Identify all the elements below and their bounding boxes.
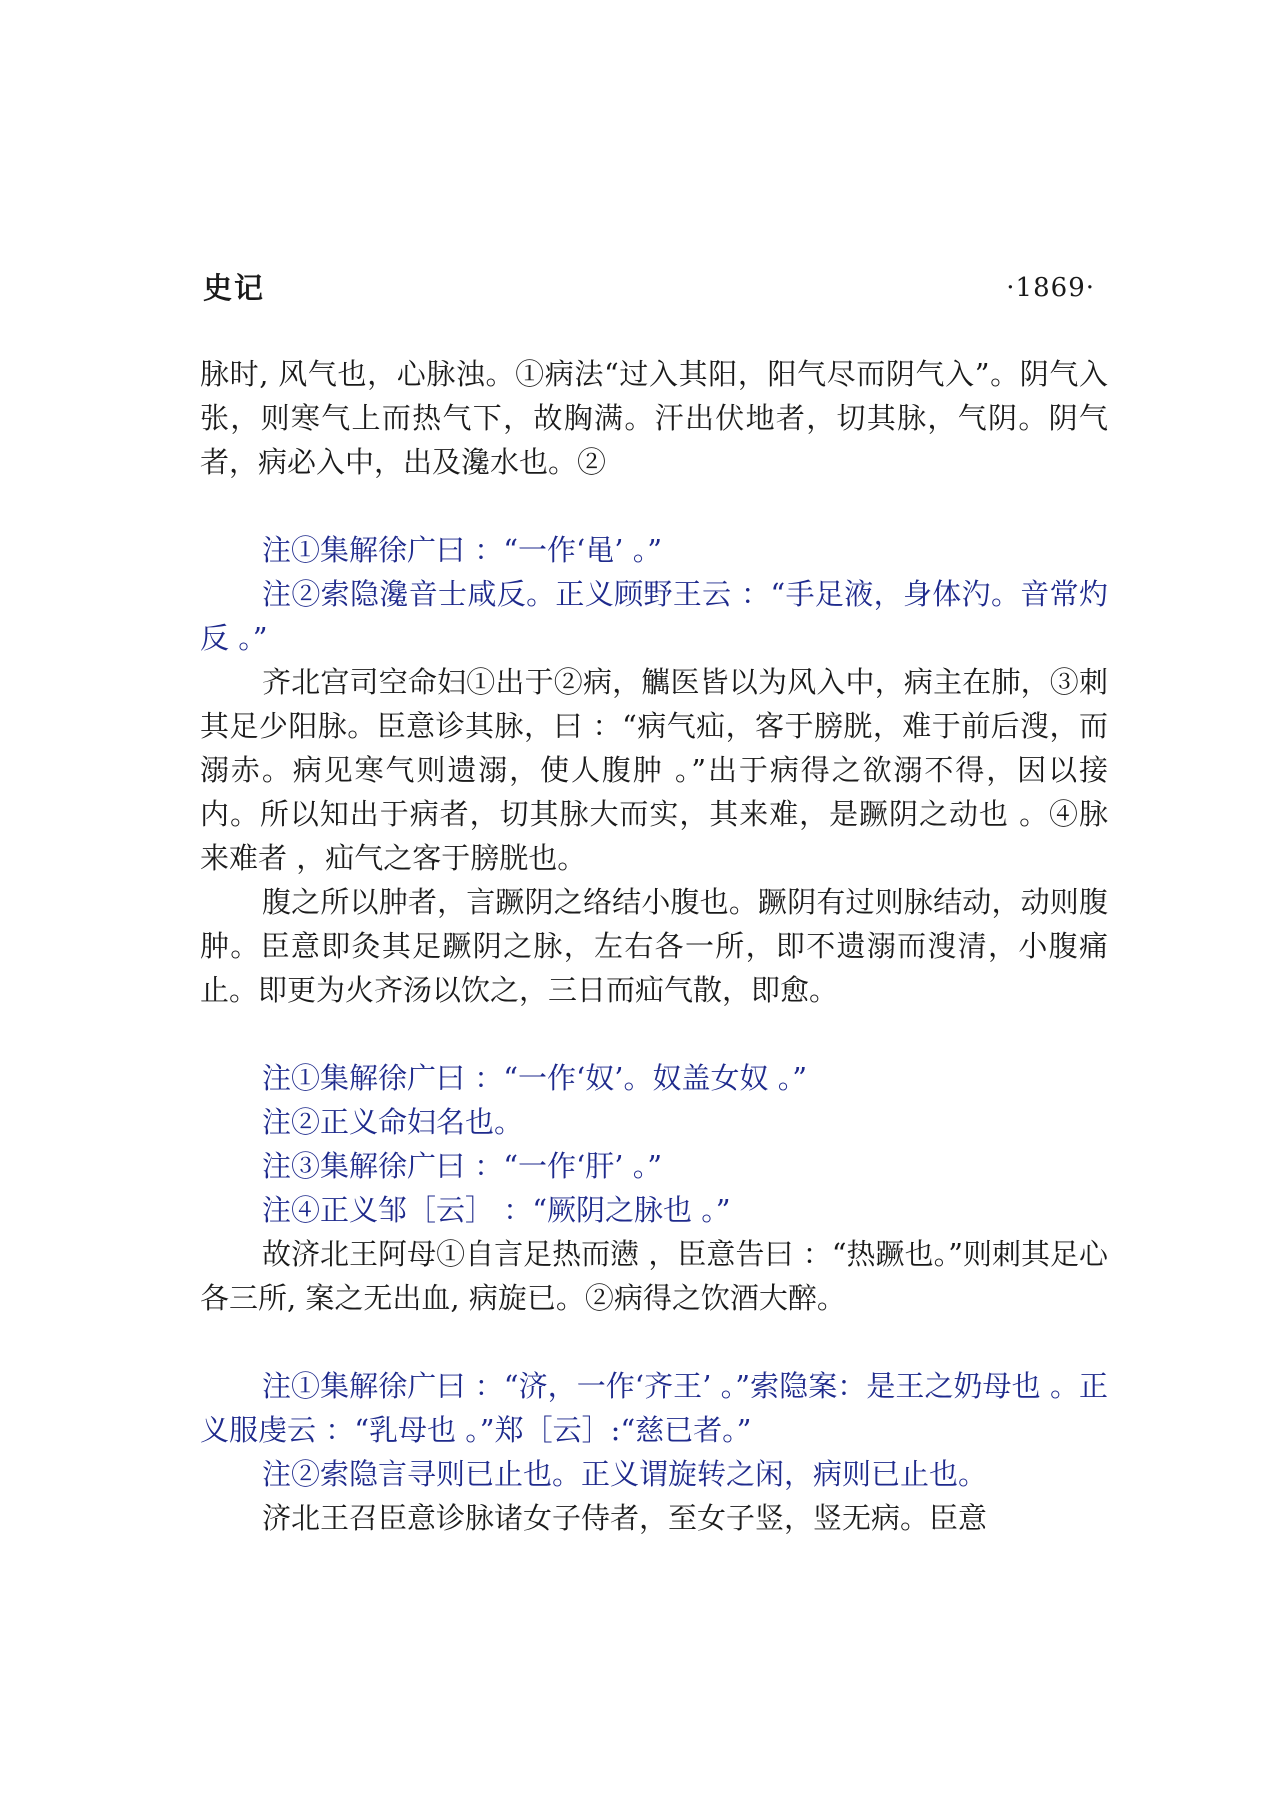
- annotation-note: 注②索隐言寻则已止也。正义谓旋转之闲，病则已止也。: [262, 1457, 988, 1491]
- paragraph-gap: [200, 484, 1108, 528]
- page-body: [200, 352, 1108, 1540]
- main-paragraph: 腹之所以肿者，言蹶阴之络结小腹也。蹶阴有过则脉结动，动则腹肿。臣意即灸其足蹶阴之脉，左右各一所，即不遗溺而溲清，小腹痛止。即更为火齐汤以饮之，三日而疝气散，即愈。: [200, 885, 1108, 1007]
- page-header: [203, 268, 1095, 312]
- annotation-note: 注④正义邹［云］ ：“厥阴之脉也 。”: [262, 1193, 731, 1227]
- annotation-note: 注②索隐瀺音士咸反。正义顾野王云 ：“手足液，身体汋。音常灼反 。”: [200, 577, 1108, 655]
- annotation-note: 注①集解徐广曰 ：“一作‘黾’ 。”: [262, 533, 663, 567]
- running-head-title: 史记: [203, 271, 266, 305]
- page-number: ·1869·: [1006, 273, 1095, 303]
- annotation-note: 注①集解徐广曰 ：“济，一作‘齐王’ 。”索隐案：是王之奶母也 。正义服虔云 ：“乳母也 。”郑［云］:“慈已者。”: [200, 1369, 1108, 1447]
- annotation-note: 注②正义命妇名也。: [262, 1105, 524, 1139]
- annotation-note: 注③集解徐广曰 ：“一作‘肝’ 。”: [262, 1149, 663, 1183]
- main-paragraph: 脉时, 风气也，心脉浊。①病法“过入其阳，阳气尽而阴气入”。阴气入张，则寒气上而热气下，故胸满。汗出伏地者，切其脉，气阴。阴气者，病必入中，出及瀺水也。②: [200, 357, 1108, 479]
- main-paragraph: 齐北宫司空命妇①出于②病，觽医皆以为风入中，病主在肺，③刺其足少阳脉。臣意诊其脉，曰 ：“病气疝，客于膀胱，难于前后溲，而溺赤。病见寒气则遗溺，使人腹肿 。”出于病得之欲溺不得，因以接内。所以知出于病者，切其脉大而实，其来难，是蹶阴之动也 。④脉来难者 ，疝气之客于膀胱也。: [200, 665, 1108, 875]
- main-paragraph: 故济北王阿母①自言足热而懑 ，臣意告曰 ：“热蹶也。”则刺其足心各三所, 案之无出血, 病旋已。②病得之饮酒大醉。: [200, 1237, 1108, 1315]
- paragraph-gap: [200, 1012, 1108, 1056]
- paragraph-gap: [200, 1320, 1108, 1364]
- main-paragraph: 济北王召臣意诊脉诸女子侍者，至女子竖，竖无病。臣意: [262, 1501, 988, 1535]
- annotation-note: 注①集解徐广曰 ：“一作‘奴’。奴盖女奴 。”: [262, 1061, 808, 1095]
